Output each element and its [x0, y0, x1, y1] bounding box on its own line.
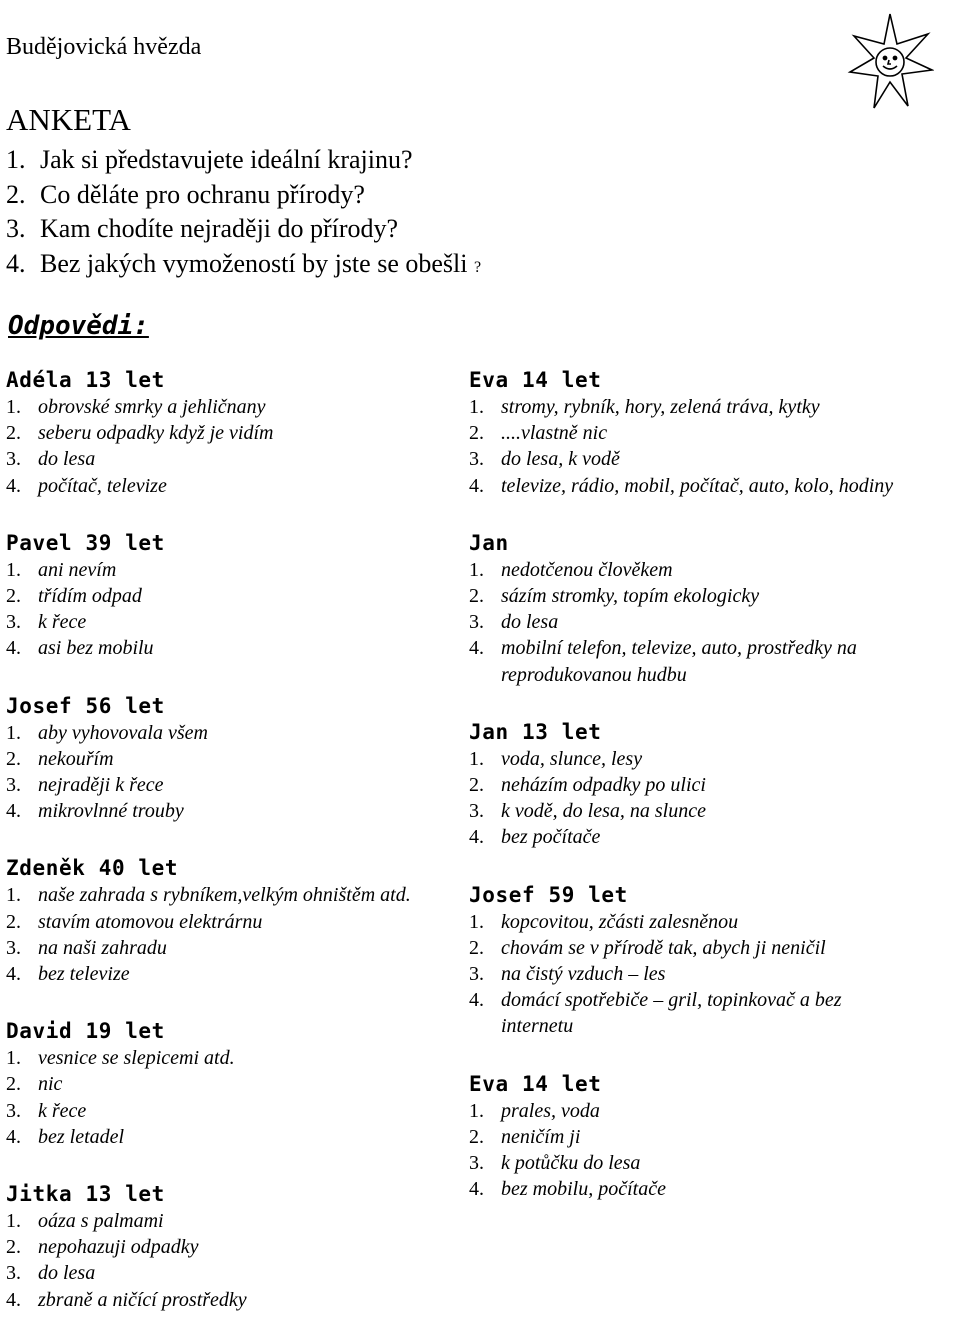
answer-item — [469, 394, 909, 420]
respondent-block — [6, 1017, 446, 1150]
answer-item — [469, 446, 909, 472]
answer-number: 1. — [6, 721, 21, 744]
answer-text: bez mobilu, počítače — [501, 1178, 666, 1201]
answer-item — [469, 961, 909, 987]
answer-text: mikrovlnné trouby — [38, 800, 184, 823]
question-item — [6, 143, 481, 178]
question-mark: ? — [473, 259, 482, 277]
respondent-name: Eva 14 let — [469, 368, 602, 392]
section-spacer — [469, 688, 909, 718]
answers-left-column — [6, 366, 446, 1313]
answer-item — [469, 1124, 909, 1150]
answer-text: zbraně a ničící prostředky — [38, 1288, 247, 1311]
answer-text: do lesa — [38, 448, 96, 471]
answer-number: 4. — [6, 1288, 21, 1311]
answer-text: bez televize — [38, 963, 130, 986]
answer-text: k řece — [38, 1099, 87, 1122]
answer-item — [6, 1208, 446, 1234]
question-number: 2. — [6, 179, 26, 209]
answer-number: 4. — [469, 826, 484, 849]
answers-right-column — [469, 366, 909, 1202]
answer-item — [6, 1287, 446, 1313]
answer-text: bez letadel — [38, 1125, 125, 1148]
answer-item — [469, 824, 909, 850]
answer-item — [469, 798, 909, 824]
answer-text: aby vyhovovala všem — [38, 721, 208, 744]
answer-text: domácí spotřebiče – gril, topinkovač a bez internetu — [501, 989, 842, 1038]
section-spacer — [6, 1150, 446, 1180]
answer-text: vesnice se slepicemi atd. — [38, 1047, 235, 1070]
answer-number: 1. — [469, 1099, 484, 1122]
answer-number: 3. — [6, 936, 21, 959]
answer-list — [6, 1045, 446, 1150]
respondent-name: Josef 59 let — [469, 882, 628, 907]
answer-number: 4. — [469, 989, 484, 1012]
answer-list — [6, 882, 446, 987]
answer-item — [6, 473, 446, 499]
answer-number: 3. — [6, 1262, 21, 1285]
answer-text: neničím ji — [501, 1125, 581, 1148]
answer-number: 3. — [469, 1152, 484, 1175]
answer-item — [6, 446, 446, 472]
answer-number: 2. — [6, 747, 21, 770]
star-sun-icon — [846, 12, 934, 112]
answer-number: 3. — [469, 611, 484, 634]
section-spacer — [469, 499, 909, 529]
respondent-name: David 19 let — [6, 1019, 165, 1044]
respondent-block — [469, 881, 909, 1040]
answer-text: nejraději k řece — [38, 774, 164, 797]
answer-number: 1. — [6, 1210, 21, 1233]
answer-number: 2. — [6, 422, 21, 445]
answer-item — [6, 746, 446, 772]
answer-number: 1. — [469, 558, 484, 581]
answer-text: neházím odpadky po ulici — [501, 774, 706, 797]
question-item — [6, 212, 481, 247]
section-spacer — [6, 987, 446, 1017]
respondent-block — [6, 1180, 446, 1313]
answer-text: na naši zahradu — [38, 936, 167, 959]
answer-text: sázím stromky, topím ekologicky — [501, 585, 760, 608]
answer-item — [6, 1260, 446, 1286]
answer-number: 4. — [6, 637, 21, 660]
answer-item — [6, 420, 446, 446]
question-number: 3. — [6, 214, 26, 244]
survey-title: ANKETA — [6, 102, 131, 137]
respondent-block — [469, 718, 909, 851]
answer-list — [6, 1208, 446, 1313]
respondent-block — [6, 692, 446, 825]
answer-item — [6, 1234, 446, 1260]
answer-text: prales, voda — [501, 1099, 600, 1122]
answer-number: 2. — [6, 1236, 21, 1259]
answer-item — [6, 394, 446, 420]
answer-text: seberu odpadky když je vidím — [38, 422, 274, 445]
answer-text: nic — [38, 1073, 63, 1096]
respondent-name: Jan — [469, 530, 509, 555]
question-text: Kam chodíte nejraději do přírody? — [40, 214, 399, 244]
answer-item — [6, 1071, 446, 1097]
answer-text: naše zahrada s rybníkem,velkým ohništěm atd. — [38, 884, 411, 907]
question-item — [6, 178, 481, 213]
answer-number: 3. — [6, 611, 21, 634]
newsletter-title: Budějovická hvězda — [6, 34, 202, 60]
answer-number: 1. — [469, 396, 484, 418]
question-text: Co děláte pro ochranu přírody? — [40, 179, 365, 209]
answer-number: 3. — [6, 1099, 21, 1122]
answer-text: ....vlastně nic — [501, 422, 608, 445]
answer-text: bez počítače — [501, 826, 601, 849]
answer-item — [6, 635, 446, 661]
answer-item — [469, 1150, 909, 1176]
answer-item — [469, 635, 909, 687]
answer-item — [6, 720, 446, 746]
respondent-name: Jan 13 let — [469, 719, 602, 744]
answer-item — [6, 935, 446, 961]
answer-number: 1. — [469, 910, 484, 933]
answer-item — [6, 909, 446, 935]
answer-number: 4. — [6, 800, 21, 823]
respondent-block — [469, 529, 909, 688]
question-text: Bez jakých vymožeností by jste se obešli — [40, 249, 468, 279]
answer-item — [6, 1124, 446, 1150]
answer-item — [469, 909, 909, 935]
answer-item — [6, 961, 446, 987]
respondent-name: Jitka 13 let — [6, 1182, 165, 1207]
answer-number: 3. — [6, 448, 21, 471]
answer-text: chovám se v přírodě tak, abych ji neničil — [501, 936, 826, 959]
answer-item — [6, 882, 446, 908]
answer-text: kopcovitou, zčásti zalesněnou — [501, 910, 739, 933]
answer-text: mobilní telefon, televize, auto, prostředky na reprodukovanou hudbu — [501, 637, 857, 686]
answer-text: stromy, rybník, hory, zelená tráva, kytky — [501, 396, 820, 418]
answer-item — [6, 583, 446, 609]
answer-number: 2. — [469, 422, 484, 445]
answer-text: na čistý vzduch – les — [501, 963, 666, 986]
answer-number: 1. — [6, 396, 21, 418]
answer-item — [469, 583, 909, 609]
answer-text: nedotčenou člověkem — [501, 558, 673, 581]
answer-number: 2. — [6, 910, 21, 933]
answer-text: voda, slunce, lesy — [501, 747, 643, 770]
answer-list — [6, 557, 446, 662]
respondent-block — [6, 529, 446, 662]
answer-number: 2. — [469, 774, 484, 797]
answer-item — [469, 772, 909, 798]
answer-number: 1. — [6, 1047, 21, 1070]
answer-number: 3. — [469, 448, 484, 471]
answer-text: televize, rádio, mobil, počítač, auto, kolo, hodiny — [501, 474, 894, 497]
answer-number: 4. — [469, 1178, 484, 1201]
answer-text: třídím odpad — [38, 585, 142, 608]
respondent-block — [469, 1070, 909, 1203]
answer-item — [469, 746, 909, 772]
section-spacer — [6, 662, 446, 692]
answer-text: stavím atomovou elektrárnu — [38, 910, 263, 933]
answer-item — [469, 987, 909, 1039]
answer-number: 2. — [469, 936, 484, 959]
section-spacer — [469, 851, 909, 881]
answer-number: 1. — [6, 884, 21, 907]
question-list — [6, 143, 481, 286]
answer-item — [6, 1045, 446, 1071]
answer-number: 3. — [469, 963, 484, 986]
answer-item — [469, 1098, 909, 1124]
answer-number: 1. — [469, 747, 484, 770]
question-number: 1. — [6, 145, 26, 174]
answer-list — [469, 909, 909, 1040]
answer-text: k řece — [38, 611, 87, 634]
respondent-name: Adéla 13 let — [6, 368, 165, 392]
question-number: 4. — [6, 249, 26, 279]
answer-item — [6, 557, 446, 583]
answers-heading: Odpovědi: — [8, 311, 149, 341]
answer-text: počítač, televize — [38, 474, 167, 497]
answer-list — [6, 394, 446, 499]
answer-list — [469, 746, 909, 851]
answer-number: 2. — [6, 1073, 21, 1096]
respondent-name: Eva 14 let — [469, 1071, 602, 1096]
answer-number: 4. — [6, 1125, 21, 1148]
answer-item — [6, 798, 446, 824]
answer-item — [469, 473, 909, 499]
section-spacer — [6, 824, 446, 854]
respondent-name: Zdeněk 40 let — [6, 856, 179, 881]
answer-item — [6, 772, 446, 798]
answer-text: do lesa — [501, 611, 559, 634]
answer-text: oáza s palmami — [38, 1210, 164, 1233]
answer-text: do lesa — [38, 1262, 96, 1285]
question-item — [6, 247, 481, 286]
answer-text: do lesa, k vodě — [501, 448, 620, 471]
answer-text: asi bez mobilu — [38, 637, 154, 660]
answer-item — [469, 609, 909, 635]
answer-number: 1. — [6, 558, 21, 581]
answer-text: obrovské smrky a jehličnany — [38, 396, 266, 418]
answer-list — [469, 557, 909, 688]
answer-text: ani nevím — [38, 558, 117, 581]
respondent-name: Josef 56 let — [6, 693, 165, 718]
answer-number: 2. — [469, 585, 484, 608]
answer-item — [469, 1176, 909, 1202]
answer-item — [6, 1098, 446, 1124]
answer-number: 2. — [6, 585, 21, 608]
answer-text: nepohazuji odpadky — [38, 1236, 199, 1259]
section-spacer — [469, 1040, 909, 1070]
answer-list — [469, 394, 909, 499]
answer-item — [469, 935, 909, 961]
respondent-block — [469, 366, 909, 499]
answer-list — [6, 720, 446, 825]
answer-number: 3. — [469, 800, 484, 823]
answer-text: k vodě, do lesa, na slunce — [501, 800, 706, 823]
respondent-name: Pavel 39 let — [6, 530, 165, 555]
section-spacer — [6, 499, 446, 529]
answer-number: 4. — [6, 963, 21, 986]
answer-text: nekouřím — [38, 747, 114, 770]
answer-number: 4. — [469, 637, 484, 660]
answer-item — [6, 609, 446, 635]
answer-number: 4. — [6, 474, 21, 497]
question-text: Jak si představujete ideální krajinu? — [40, 145, 413, 174]
respondent-block — [6, 854, 446, 987]
answer-number: 2. — [469, 1125, 484, 1148]
respondent-block — [6, 366, 446, 499]
answer-item — [469, 557, 909, 583]
answer-number: 3. — [6, 774, 21, 797]
answer-text: k potůčku do lesa — [501, 1152, 641, 1175]
answer-item — [469, 420, 909, 446]
answer-list — [469, 1098, 909, 1203]
answer-number: 4. — [469, 474, 484, 497]
